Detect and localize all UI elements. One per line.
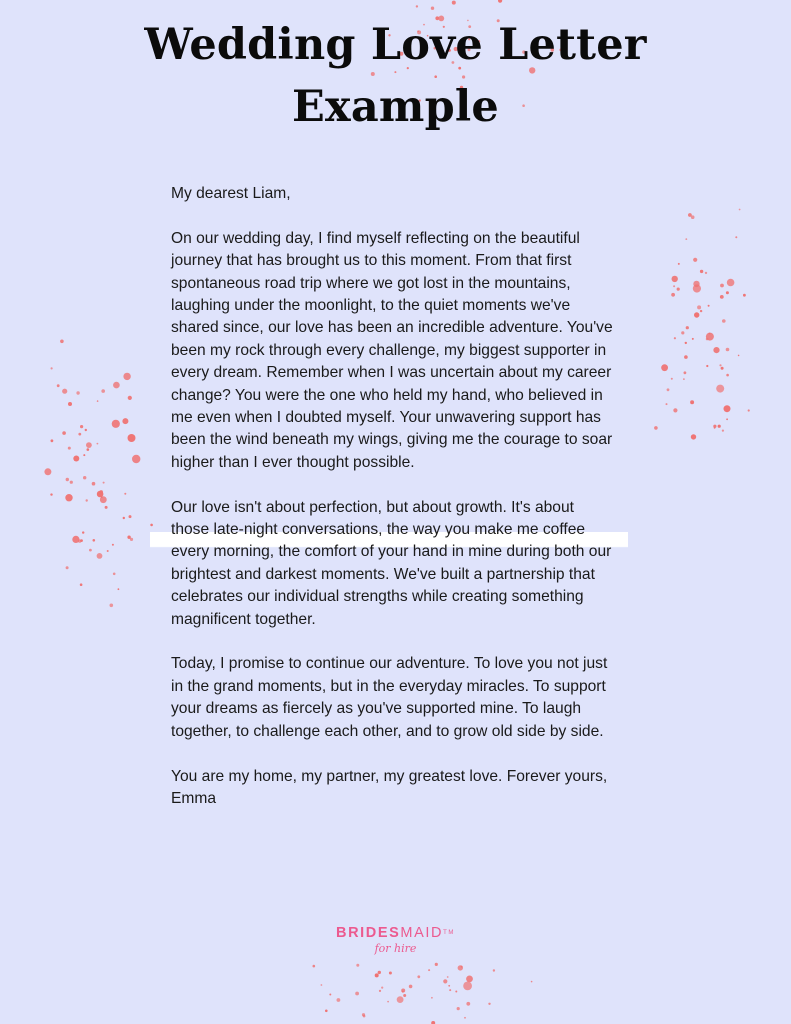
splatter-dot [72, 536, 79, 543]
splatter-dot [329, 994, 331, 996]
splatter-dot [700, 270, 703, 273]
splatter-dot [86, 499, 88, 501]
splatter-dot [132, 455, 140, 463]
splatter-dot [65, 494, 72, 501]
splatter-dot [705, 272, 707, 274]
splatter-dot [684, 355, 688, 359]
splatter-dot [691, 434, 696, 439]
splatter-dot [743, 294, 746, 297]
splatter-dot [708, 305, 710, 307]
splatter-dot [321, 984, 323, 986]
splatter-dot [691, 401, 694, 404]
splatter-dot [112, 544, 114, 546]
splatter-dot [724, 405, 731, 412]
brand-logo [0, 924, 791, 956]
splatter-dot [449, 989, 451, 991]
splatter-dot [50, 493, 52, 495]
splatter-dot [92, 482, 96, 486]
splatter-dot [62, 431, 66, 435]
splatter-dot [686, 326, 689, 329]
splatter-dot [718, 425, 721, 428]
splatter-dot [443, 979, 447, 983]
splatter-dot [667, 388, 670, 391]
splatter-dot [83, 454, 85, 456]
splatter-dot [431, 997, 433, 999]
splatter-dot [493, 969, 495, 971]
splatter-dot [716, 385, 724, 393]
splatter-dot [389, 972, 392, 975]
splatter-dot [73, 456, 79, 462]
splatter-dot [488, 1003, 490, 1005]
splatter-dot [697, 305, 701, 309]
splatter-dot [107, 550, 109, 552]
splatter-dot [66, 566, 69, 569]
splatter-dot [726, 418, 728, 420]
splatter-dot [105, 506, 108, 509]
splatter-dot [97, 443, 99, 445]
splatter-dot [113, 573, 116, 576]
splatter-dot [76, 391, 79, 394]
splatter-dot [726, 348, 730, 352]
splatter-dot [378, 971, 381, 974]
splatter-dot [684, 371, 687, 374]
splatter-dot [738, 355, 740, 357]
splatter-dot [709, 333, 711, 335]
splatter-dot [416, 5, 418, 7]
splatter-dot [128, 396, 132, 400]
splatter-dot [461, 966, 463, 968]
splatter-dot [464, 1017, 466, 1019]
splatter-dot [363, 1015, 366, 1018]
splatter-dot [452, 1, 456, 5]
splatter-dot [681, 331, 684, 334]
splatter-dot [403, 994, 406, 997]
splatter-dot [671, 293, 675, 297]
splatter-dot [44, 468, 51, 475]
splatter-dot [112, 420, 120, 428]
splatter-dot [466, 1002, 470, 1006]
splatter-dot [685, 342, 687, 344]
splatter-dot [693, 284, 701, 292]
splatter-dot [498, 0, 502, 3]
splatter-dot [82, 531, 84, 533]
splatter-dot [673, 408, 677, 412]
splatter-dot [706, 338, 709, 341]
splatter-dot [397, 996, 404, 1003]
splatter-dot [713, 347, 719, 353]
splatter-dot [685, 238, 687, 240]
splatter-dot [661, 364, 668, 371]
splatter-dot [103, 482, 105, 484]
splatter-dot [375, 973, 379, 977]
title-line-1: Wedding Love Letter [144, 20, 647, 70]
splatter-dot [694, 312, 699, 317]
splatter-dot [447, 976, 449, 978]
splatter-dot [57, 384, 60, 387]
splatter-dot [89, 549, 92, 552]
splatter-dot [78, 433, 81, 436]
splatter-dot [80, 425, 83, 428]
letter-greeting: My dearest Liam, [171, 185, 291, 202]
splatter-dot [409, 985, 413, 989]
splatter-dot [93, 539, 96, 542]
splatter-dot [83, 476, 86, 479]
splatter-dot [654, 426, 658, 430]
splatter-dot [123, 373, 130, 380]
title-line-2: Example [292, 82, 499, 132]
splatter-dot [86, 442, 92, 448]
splatter-dot [110, 604, 114, 608]
splatter-dot [722, 319, 726, 323]
splatter-dot [706, 365, 708, 367]
splatter-dot [80, 583, 83, 586]
splatter-dot [721, 367, 724, 370]
splatter-dot [101, 496, 103, 498]
splatter-dot [726, 291, 729, 294]
splatter-dot [693, 258, 697, 262]
splatter-dot [113, 382, 120, 389]
splatter-dot [122, 418, 128, 424]
splatter-dot [124, 493, 126, 495]
splatter-dot [672, 276, 678, 282]
splatter-dot [68, 447, 71, 450]
splatter-dot [381, 987, 383, 989]
brand-trademark: TM [443, 930, 455, 936]
splatter-dot [417, 975, 420, 978]
splatter-dot [118, 588, 120, 590]
splatter-dot [97, 400, 99, 402]
splatter-dot [455, 991, 457, 993]
splatter-dot [97, 491, 104, 498]
splatter-dot [355, 992, 359, 996]
splatter-dot [128, 434, 136, 442]
splatter-dot [379, 990, 381, 992]
letter-paragraph-3: Today, I promise to continue our adventure. To love you not just in the grand moments, but in the everyday miracles. To support your dreams as fiercely as you've supported mine. To laugh together, to challenge each other, and to grow old side by side. [171, 655, 608, 740]
splatter-dot [356, 964, 359, 967]
splatter-dot [387, 1001, 389, 1003]
splatter-dot [719, 364, 721, 366]
splatter-dot [678, 263, 680, 265]
splatter-dot [97, 553, 103, 559]
splatter-dot [62, 389, 67, 394]
letter-paragraph-2: Our love isn't about perfection, but about growth. It's about those late-night conversations, the way you make me coffee every morning, the comfort of your hand in mine during both our brightest and darkest moments. We've built a partnership that celebrates our individual strengths while creating something magnificent together. [171, 498, 612, 628]
splatter-dot [463, 982, 472, 991]
splatter-dot [313, 965, 316, 968]
splatter-dot [720, 295, 724, 299]
splatter-dot [677, 288, 680, 291]
splatter-dot [674, 337, 676, 339]
splatter-dot [671, 378, 673, 380]
splatter-dot [66, 478, 69, 481]
splatter-dot [673, 285, 675, 287]
splatter-dot [692, 338, 694, 340]
splatter-dot [101, 389, 105, 393]
splatter-dot [722, 430, 724, 432]
splatter-dot [531, 981, 533, 983]
splatter-dot [127, 536, 130, 539]
brand-tagline: for hire [374, 942, 417, 955]
splatter-dot [735, 236, 737, 238]
splatter-dot [87, 448, 90, 451]
splatter-dot [466, 976, 473, 983]
splatter-dot [748, 409, 750, 411]
splatter-dot [129, 515, 132, 518]
splatter-dot [666, 403, 668, 405]
splatter-dot [714, 427, 716, 429]
splatter-dot [70, 481, 73, 484]
splatter-dot [337, 998, 341, 1002]
splatter-dot [51, 367, 53, 369]
splatter-dot [448, 985, 450, 987]
letter-paragraph-1: On our wedding day, I find myself reflecting on the beautiful journey that has brought us to this moment. From that first spontaneous road trip where we got lost in the mountains, laughing under the moonlight, to the quiet moments we've shared since, our love has been an incredible adventure. You've been my rock through every challenge, my biggest supporter in every dream. Remember when I was uncertain about my career change? You were the one who held my hand, who believed in me even when I doubted myself. Your unwavering support has been the wind beneath my wings, giving me the courage to soar higher than I ever thought possible. [171, 229, 613, 471]
brand-word-maid: MAID [400, 925, 444, 941]
splatter-dot [85, 429, 87, 431]
splatter-dot [428, 969, 430, 971]
splatter-dot [457, 1007, 460, 1010]
splatter-dot [691, 215, 695, 219]
splatter-dot [739, 209, 741, 211]
splatter-dot [60, 340, 64, 344]
splatter-dot [720, 284, 724, 288]
letter-body [171, 183, 616, 833]
brand-word-brides: BRIDES [336, 925, 401, 941]
splatter-dot [431, 7, 434, 10]
splatter-dot [68, 402, 72, 406]
splatter-dot [80, 539, 83, 542]
letter-closing: You are my home, my partner, my greatest love. Forever yours, Emma [171, 767, 608, 807]
splatter-dot [700, 310, 702, 312]
splatter-dot [435, 963, 438, 966]
splatter-dot [727, 279, 735, 287]
splatter-dot [683, 378, 685, 380]
splatter-dot [402, 991, 404, 993]
splatter-dot [123, 517, 125, 519]
splatter-dot [325, 1010, 328, 1013]
splatter-dot [51, 439, 54, 442]
splatter-dot [726, 374, 729, 377]
page-title [0, 14, 791, 138]
